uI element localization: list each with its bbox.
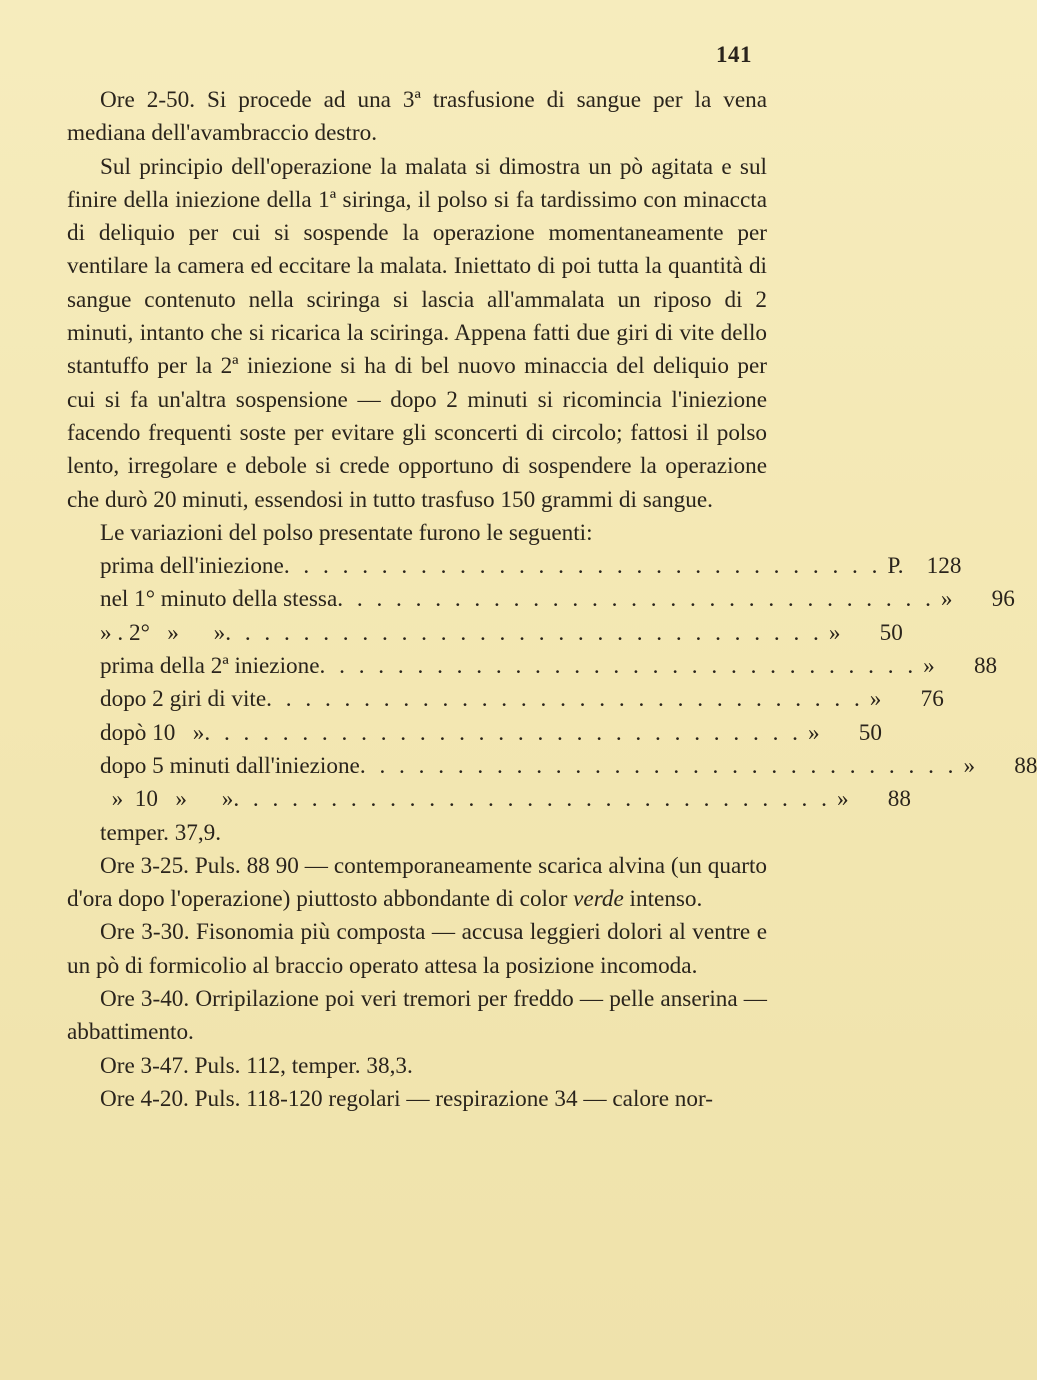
page-number: 141 bbox=[716, 42, 752, 67]
paragraph-operation-description: Sul principio dell'operazione la malata si dimostra un pò agitata e sul finire della iniezione della 1ª siringa, il polso si fa tardissimo con minaccta di deliquio per cui si sospende la operazione momentaneamente per ventilare la camera ed eccitare la malata. Iniettato di poi tutta la quantità di sangue contenuto nella sciringa si lascia all'ammalata un riposo di 2 minuti, intanto che si ricarica la sciringa. Appena fatti due giri di vite dello stantuffo per la 2ª iniezione si ha di bel nuovo minaccia del deliquio per cui si fa un'altra sospensione — dopo 2 minuti si ricomincia l'iniezione facendo frequenti soste per evitare gli sconcerti di circolo; fattosi il polso lento, irregolare e debole si crede opportuno di sospendere la operazione che durò 20 minuti, essendosi in tutto trasfuso 150 grammi di sangue. bbox=[67, 153, 767, 513]
entry-3-25-italic: verde bbox=[573, 886, 624, 913]
leader-dots: . . . . . . . . . . . . . . . . . . . . . . . . . . . . . . . bbox=[337, 586, 935, 613]
pulse-row bbox=[100, 717, 882, 750]
pulse-row-prefix: » bbox=[836, 786, 849, 813]
leader-dots: . . . . . . . . . . . . . . . . . . . . . . . . . . . . . . . bbox=[359, 752, 958, 779]
leader-dots: . . . . . . . . . . . . . . . . . . . . . . . . . . . . . . . bbox=[225, 619, 823, 646]
leader-dots: . . . . . . . . . . . . . . . . . . . . . . . . . . . . . . . bbox=[319, 653, 918, 680]
pulse-row bbox=[100, 683, 944, 716]
paragraph-transfusion-intro: Ore 2-50. Si procede ad una 3ª trasfusione di sangue per la vena mediana dell'avambraccio destro. bbox=[67, 87, 767, 147]
pulse-row-value: 76 bbox=[920, 686, 944, 713]
pulse-row-value: 88 bbox=[887, 786, 911, 813]
pulse-row-prefix: » bbox=[923, 653, 935, 680]
pulse-row bbox=[100, 650, 998, 683]
pulse-row-label: prima della 2ª iniezione bbox=[100, 653, 320, 680]
pulse-row-prefix: » bbox=[807, 719, 820, 746]
temperature-reading: temper. 37,9. bbox=[100, 819, 222, 846]
pulse-row-prefix: P. bbox=[887, 553, 904, 580]
pulse-row-label: nel 1° minuto della stessa bbox=[100, 586, 338, 613]
entry-3-25 bbox=[67, 850, 767, 917]
pulse-row-value: 50 bbox=[858, 719, 882, 746]
pulse-row-prefix: » bbox=[828, 619, 841, 646]
pulse-variations-heading: Le variazioni del polso presentate furono le seguenti: bbox=[100, 519, 593, 546]
leader-dots: . . . . . . . . . . . . . . . . . . . . . . . . . . . . . . . bbox=[204, 719, 802, 746]
pulse-row-prefix: » bbox=[940, 586, 953, 613]
entry-4-20: Ore 4-20. Puls. 118-120 regolari — respirazione 34 — calore nor- bbox=[100, 1085, 713, 1112]
pulse-row-prefix: » bbox=[963, 752, 976, 779]
pulse-row-value: 128 bbox=[926, 553, 962, 580]
entry-3-25-text: Ore 3-25. Puls. 88 90 — contemporaneamente scarica alvina (un quarto d'ora dopo l'operazione) piuttosto abbondante di color bbox=[67, 852, 767, 913]
pulse-row-value: 96 bbox=[991, 586, 1015, 613]
pulse-row bbox=[100, 783, 911, 816]
pulse-row bbox=[100, 583, 1015, 616]
pulse-row-label: dopo 2 giri di vite bbox=[100, 686, 267, 713]
pulse-row-value: 88 bbox=[1014, 752, 1037, 779]
entry-3-40: Ore 3-40. Orripilazione poi veri tremori per freddo — pelle anserina — abbattimento. bbox=[67, 986, 767, 1046]
pulse-row-value: 50 bbox=[879, 619, 903, 646]
leader-dots: . . . . . . . . . . . . . . . . . . . . . . . . . . . . . . . bbox=[283, 553, 882, 580]
pulse-row-label: dopo 5 minuti dall'iniezione bbox=[100, 752, 360, 779]
pulse-row-prefix: » bbox=[869, 686, 882, 713]
leader-dots: . . . . . . . . . . . . . . . . . . . . . . . . . . . . . . . bbox=[266, 686, 864, 713]
pulse-row-value: 88 bbox=[973, 653, 998, 680]
pulse-row bbox=[100, 750, 1037, 783]
pulse-row-label: » 10 » » bbox=[100, 786, 234, 813]
entry-3-30: Ore 3-30. Fisonomia più composta — accusa leggieri dolori al ventre e un pò di formicolio al braccio operato attesa la posizione incomoda. bbox=[67, 919, 767, 979]
entry-3-25-end: intenso. bbox=[629, 886, 703, 913]
entry-3-47: Ore 3-47. Puls. 112, temper. 38,3. bbox=[100, 1052, 413, 1079]
pulse-row-label: » . 2° » » bbox=[100, 619, 226, 646]
pulse-row-label: prima dell'iniezione bbox=[100, 553, 284, 580]
pulse-row bbox=[100, 617, 903, 650]
pulse-row bbox=[100, 550, 962, 583]
leader-dots: . . . . . . . . . . . . . . . . . . . . . . . . . . . . . . . bbox=[233, 786, 831, 813]
pulse-row-label: dopò 10 » bbox=[100, 719, 205, 746]
pulse-table bbox=[67, 550, 1037, 816]
body-text bbox=[67, 84, 1037, 1116]
